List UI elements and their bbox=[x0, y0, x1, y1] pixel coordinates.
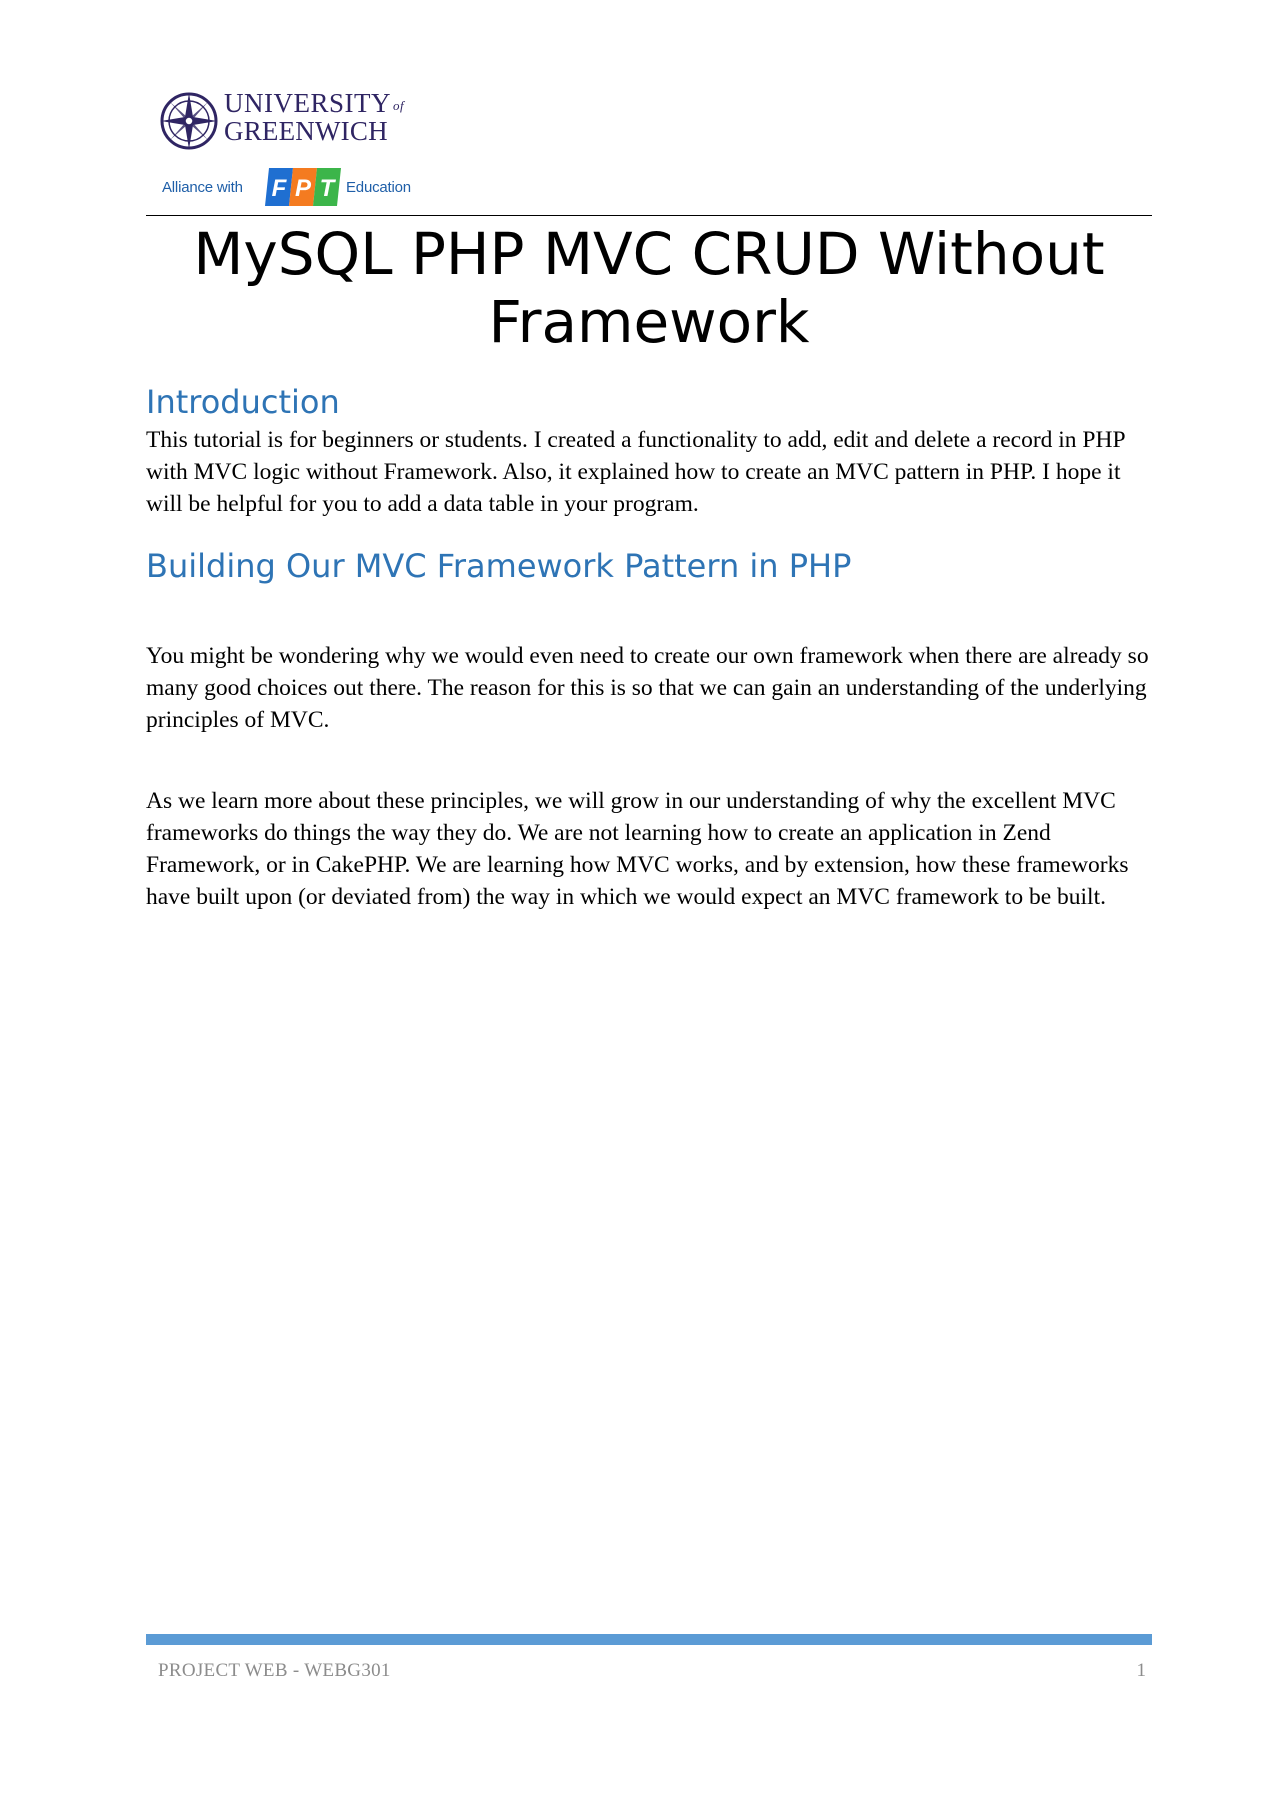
alliance-prefix: Alliance with bbox=[162, 179, 243, 196]
fpt-letter-t: T bbox=[319, 175, 335, 202]
university-line2: GREENWICH bbox=[224, 116, 388, 146]
section-heading-introduction: Introduction bbox=[146, 383, 340, 421]
intro-paragraph: This tutorial is for beginners or students. I created a functionality to add, edit and delete a record in PHP with MVC logic without Framework. Also, it explained how to create an MVC pattern in PHP. I hope it will be helpful for you to add a data table in your program. bbox=[146, 427, 1125, 517]
building-paragraph-1: You might be wondering why we would even need to create our own framework when there are already so many good choices out there. The reason for this is so that we can gain an understanding of the underlying principles of MVC. bbox=[146, 643, 1149, 733]
university-logo bbox=[158, 86, 418, 214]
document-title: MySQL PHP MVC CRUD Without Framework bbox=[193, 220, 1105, 356]
footer-project-label: PROJECT WEB - WEBG301 bbox=[158, 1660, 391, 1681]
university-line1: UNIVERSITY bbox=[224, 88, 391, 118]
fpt-letter-p: P bbox=[294, 175, 312, 202]
university-wordmark bbox=[224, 90, 404, 145]
building-paragraph-2: As we learn more about these principles, we will grow in our understanding of why the excellent MVC frameworks do things the way they do. We are not learning how to create an application in Zend Framework, or in CakePHP. We are learning how MVC works, and by extension, how these frameworks have built upon (or deviated from) the way in which we would expect an MVC framework to be built. bbox=[146, 788, 1129, 910]
alliance-badge bbox=[162, 166, 422, 210]
compass-crest-icon bbox=[158, 90, 220, 152]
fpt-letter-f: F bbox=[271, 175, 287, 202]
alliance-suffix: Education bbox=[346, 179, 411, 196]
section-heading-building: Building Our MVC Framework Pattern in PHP bbox=[146, 547, 852, 585]
footer-bar bbox=[146, 1634, 1152, 1645]
header-rule bbox=[146, 215, 1152, 216]
fpt-logo bbox=[263, 166, 343, 208]
page-number: 1 bbox=[1136, 1660, 1146, 1681]
university-of: of bbox=[393, 98, 405, 113]
